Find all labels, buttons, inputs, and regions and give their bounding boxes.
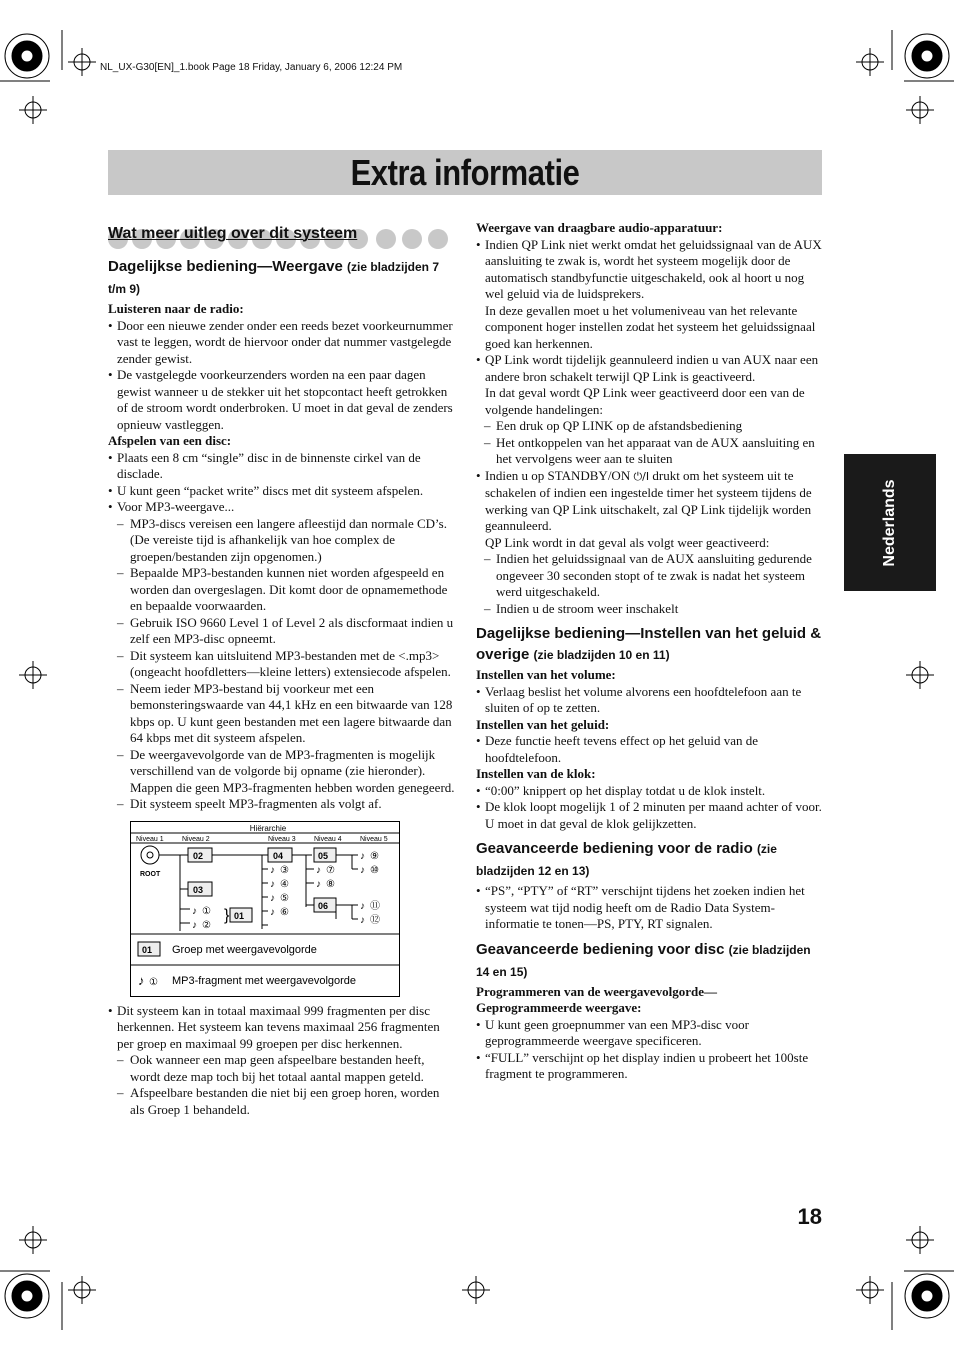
svg-text:01: 01: [234, 910, 245, 921]
rosette-mark: [5, 34, 49, 78]
list-item: – Gebruik ISO 9660 Level 1 of Level 2 als discformaat indien u zelf een MP3-disc opneemt.: [108, 615, 456, 648]
mp3-hierarchy-diagram: [130, 821, 400, 997]
list-item: • De klok loopt mogelijk 1 of 2 minuten per maand achter of voor. U moet in dat geval de klok gelijkzetten.: [476, 799, 824, 832]
svg-text:♪: ♪: [138, 972, 145, 988]
legend-track-text: MP3-fragment met weergavevolgorde: [172, 974, 357, 987]
page-number: 18: [797, 1204, 822, 1229]
crosshair-mark: [906, 1226, 934, 1254]
title-bar: [108, 150, 822, 195]
crosshair-mark: [19, 96, 47, 124]
heading-ref: (zie bladzijden 7 t/m 9): [108, 260, 439, 296]
list-item: – Afspeelbare bestanden die niet bij een groep horen, worden als Groep 1 behandeld.: [108, 1085, 456, 1118]
list-item: – Bepaalde MP3-bestanden kunnen niet worden afgespeeld en worden dan overgeslagen. Dit komt door de opnamemethode en bepaalde voorwaarden.: [108, 565, 456, 615]
heading-prog1: Programmeren van de weergavevolgorde—: [476, 983, 718, 999]
heading-disc: Afspelen van een disc:: [108, 433, 232, 448]
crosshair-mark: [856, 48, 884, 76]
svg-text:♪: ♪: [192, 919, 197, 931]
svg-text:⑨: ⑨: [370, 850, 379, 862]
svg-text:♪: ♪: [270, 906, 275, 918]
hierarchy-svg: [130, 821, 400, 997]
crosshair-mark: [68, 48, 96, 76]
svg-text:⑦: ⑦: [326, 864, 335, 876]
heading-geluid2: Instellen van het geluid:: [476, 716, 610, 732]
radio-list: [108, 318, 456, 434]
heading-radio: Luisteren naar de radio:: [108, 301, 244, 316]
crosshair-mark: [906, 96, 934, 124]
svg-text:02: 02: [193, 850, 204, 861]
list-item: • “FULL” verschijnt op het display indien u probeert het 100ste fragment te programmeren.: [476, 1050, 824, 1083]
list-item: – MP3-discs vereisen een langere afleestijd dan normale CD’s. (De vereiste tijd is afhankelijk van hoe complex de groepen/bestanden zijn opgenomen.): [108, 516, 456, 566]
heading-klok: Instellen van de klok:: [476, 766, 596, 781]
svg-text:03: 03: [193, 884, 204, 895]
crosshair-mark: [19, 661, 47, 689]
svg-text:♪: ♪: [270, 892, 275, 904]
svg-text:♪: ♪: [360, 864, 365, 876]
list-item: – De weergavevolgorde van de MP3-fragmenten is mogelijk verschillend van de volgorde bij opname (zie hieronder). Mappen die geen MP3-fragmenten hebben worden genegeerd.: [108, 747, 456, 797]
heading-volume: Instellen van het volume:: [476, 667, 616, 682]
svg-text:⑧: ⑧: [326, 878, 335, 890]
svg-text:♪: ♪: [316, 864, 321, 876]
file-info-header: NL_UX-G30[EN]_1.book Page 18 Friday, January 6, 2006 12:24 PM: [100, 62, 403, 73]
disc-icon: [141, 846, 159, 864]
list-item: • Plaats een 8 cm “single” disc in de binnenste cirkel van de disclade.: [108, 450, 456, 483]
list-item: – Ook wanneer een map geen afspeelbare bestanden heeft, wordt deze map toch bij het totaal aantal mappen geteld.: [108, 1052, 456, 1085]
svg-text:①: ①: [202, 905, 211, 917]
svg-text:⑪: ⑪: [370, 900, 380, 912]
aux-list: [476, 237, 824, 618]
legend-group-icon: [138, 942, 160, 956]
list-item: • De vastgelegde voorkeurzenders worden na een paar dagen gewist wanneer u de stekker uit het stopcontact heeft getrokken of de stroom wordt onderbroken. U moet in dat geval de zenders opnieuw vastleggen.: [108, 367, 456, 433]
svg-text:05: 05: [318, 850, 329, 861]
svg-text:④: ④: [280, 878, 289, 890]
svg-text:⑫: ⑫: [370, 914, 380, 926]
svg-text:♪: ♪: [360, 914, 365, 926]
list-item: • Dit systeem kan in totaal maximaal 999 fragmenten per disc herkennen. Het systeem kan tevens maximaal 256 fragmenten per groep en maximaal 99 groepen per disc herkennen.: [108, 1003, 456, 1053]
svg-text:♪: ♪: [192, 905, 197, 917]
list-item: • Door een nieuwe zender onder een reeds bezet voorkeurnummer vast te leggen, wordt de hiervoor onder dat nummer vastgelegde zender gewist.: [108, 318, 456, 368]
list-item: – Een druk op QP LINK op de afstandsbediening: [476, 418, 824, 435]
level-label: Niveau 3: [268, 835, 296, 843]
svg-text:⑤: ⑤: [280, 892, 289, 904]
crosshair-mark: [856, 1276, 884, 1304]
list-item: • Voor MP3-weergave...: [108, 499, 456, 516]
crosshair-mark: [19, 1226, 47, 1254]
group-folder-icon: [314, 898, 336, 912]
list-item: • QP Link wordt tijdelijk geannuleerd indien u van AUX naar een andere bron schakelt terwijl QP Link is geactiveerd. In dat geval wordt QP Link weer geactiveerd door een van de volgende handelingen:: [476, 352, 824, 418]
heading-geluid: Dagelijkse bediening—Instellen van het geluid & overige (zie bladzijden 10 en 11): [476, 625, 822, 663]
list-item: – Neem ieder MP3-bestand bij voorkeur met een bemonsteringswaarde van 44,1 kHz en een bitwaarde van 128 kbps op. U kunt geen bestanden met een lagere bitwaarde dan 64 kbps met dit systeem afspelen.: [108, 681, 456, 747]
list-item: • U kunt geen groepnummer van een MP3-disc voor geprogrammeerde weergave specificeren.: [476, 1017, 824, 1050]
list-item: – Dit systeem speelt MP3-fragmenten als volgt af.: [108, 796, 456, 813]
group-folder-icon: [188, 882, 212, 896]
list-item: • Deze functie heeft tevens effect op het geluid van de hoofdtelefoon.: [476, 733, 824, 766]
group-folder-icon: [314, 848, 336, 862]
rosette-mark: [905, 34, 949, 78]
list-item: – Indien u de stroom weer inschakelt: [476, 601, 824, 618]
level-label: Niveau 4: [314, 835, 342, 843]
crosshair-mark: [462, 1276, 490, 1304]
svg-text:♪: ♪: [316, 878, 321, 890]
svg-text:♪: ♪: [270, 878, 275, 890]
list-item: • Indien u op STANDBY/ON ⏻/I drukt om het systeem uit te schakelen of indien een ingestelde timer het systeem tijdens de werking van QP Link uitschakelt, zal QP Link tijdelijk worden geannuleerd. QP Link wordt in dat geval als volgt weer geactiveerd:: [476, 468, 824, 552]
legend-group-text: Groep met weergavevolgorde: [172, 943, 317, 956]
heading-aux: Weergave van draagbare audio-apparatuur:: [476, 220, 723, 235]
heading-radio-adv: Geavanceerde bediening voor de radio (zie bladzijden 12 en 13): [476, 840, 777, 878]
heading-prog2: Geprogrammeerde weergave:: [476, 1000, 642, 1015]
list-item: – Dit systeem kan uitsluitend MP3-bestanden met de <.mp3> (ongeacht hoofdletters—kleine letters) extensiecode afspelen.: [108, 648, 456, 681]
group-folder-icon: [268, 848, 292, 862]
left-column: [108, 226, 456, 1118]
right-column: [476, 220, 824, 1083]
list-item: – Het ontkoppelen van het apparaat van de AUX aansluiting en het vervolgens weer aan te sluiten: [476, 435, 824, 468]
language-tab-label: Nederlands: [881, 478, 898, 567]
crosshair-mark: [68, 1276, 96, 1304]
heading-disc-adv: Geavanceerde bediening voor disc (zie bladzijden 14 en 15): [476, 940, 811, 979]
standby-icon: ⏻/I: [633, 469, 650, 483]
list-item: • “0:00” knippert op het display totdat u de klok instelt.: [476, 783, 824, 800]
svg-text:③: ③: [280, 864, 289, 876]
heading-weergave: Dagelijkse bediening—Weergave (zie bladzijden 7 t/m 9): [108, 258, 439, 296]
page-title: Extra informatie: [350, 152, 580, 193]
after-diagram-list: [108, 1003, 456, 1119]
level-label: Niveau 2: [182, 835, 210, 843]
language-tab: [844, 454, 936, 591]
list-item: • Indien QP Link niet werkt omdat het geluidssignaal van de AUX aansluiting te zwak is, wordt het systeem mogelijk door de automatisch standbyfunctie uitgeschakeld, ook al hoort u nog wel geluid via de luidsprekers. In deze gevallen moet u het volumeniveau van het relevante component hoger instellen zodat het systeem het geluidssignaal goed kan herkennen.: [476, 237, 824, 353]
level-label: Niveau 1: [136, 835, 164, 843]
svg-text:01: 01: [142, 944, 153, 955]
svg-text:⑩: ⑩: [370, 864, 379, 876]
level-label: Niveau 5: [360, 835, 388, 843]
list-item: – Indien het geluidssignaal van de AUX aansluiting gedurende ongeveer 30 seconden stopt of te zwak is nadat het systeem werd uitgeschakeld.: [476, 551, 824, 601]
list-item: • U kunt geen “packet write” discs met dit systeem afspelen.: [108, 483, 456, 500]
svg-text:♪: ♪: [360, 900, 365, 912]
svg-text:♪: ♪: [270, 864, 275, 876]
crosshair-mark: [906, 661, 934, 689]
rosette-mark: [5, 1274, 49, 1318]
svg-text:⑥: ⑥: [280, 906, 289, 918]
disc-list: [108, 450, 456, 813]
svg-text:06: 06: [318, 900, 329, 911]
list-item: • Verlaag beslist het volume alvorens een hoofdtelefoon aan te sluiten of op te zetten.: [476, 684, 824, 717]
legend-track-num: ①: [149, 976, 158, 988]
svg-text:②: ②: [202, 919, 211, 931]
section-title: [108, 226, 456, 250]
svg-text:♪: ♪: [360, 850, 365, 862]
root-label: ROOT: [140, 870, 161, 878]
svg-text:04: 04: [273, 850, 284, 861]
svg-text:}: }: [224, 906, 230, 924]
list-item: • “PS”, “PTY” of “RT” verschijnt tijdens het zoeken indien het systeem wat tijd nodig heeft om de Radio Data System-informatie te tonen—PS, PTY, RT signalen.: [476, 883, 824, 933]
section-title-text: Wat meer uitleg over dit systeem: [108, 225, 358, 242]
group-folder-icon: [188, 848, 212, 862]
hierarchy-label: Hiërarchie: [249, 823, 287, 833]
group-folder-icon: [230, 908, 252, 922]
rosette-mark: [905, 1274, 949, 1318]
